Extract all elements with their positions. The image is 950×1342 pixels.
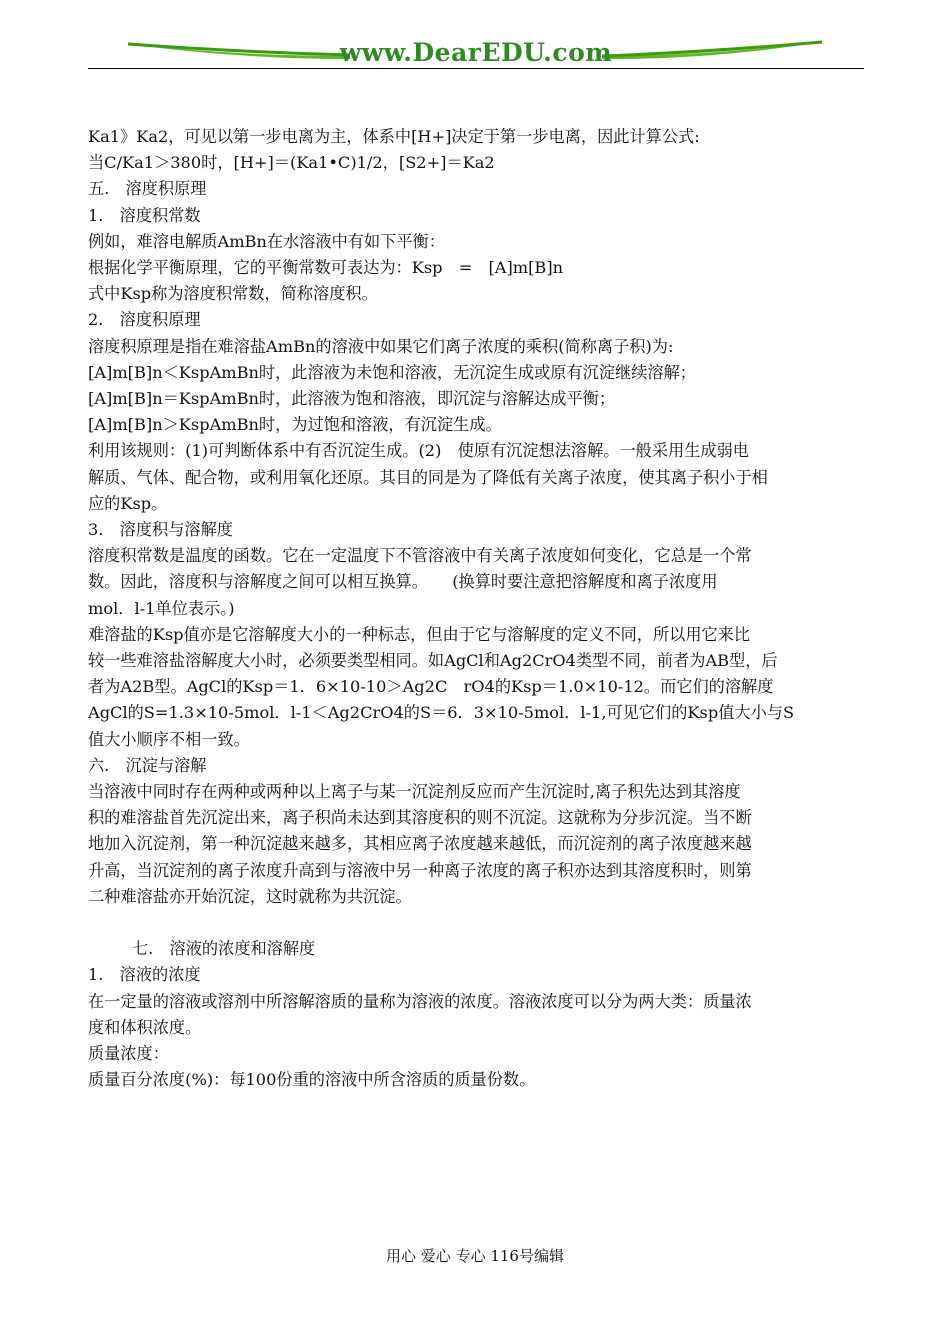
paragraph-line: 数。因此，溶度积与溶解度之间可以相互换算。 (换算时要注意把溶解度和离子浓度用 <box>88 572 718 592</box>
paragraph-line: 在一定量的溶液或溶剂中所溶解溶质的量称为溶液的浓度。溶液浓度可以分为两大类：质量浓 <box>88 991 752 1011</box>
paragraph-line: 当溶液中同时存在两种或两种以上离子与某一沉淀剂反应而产生沉淀时,离子积先达到其溶度 <box>88 782 741 802</box>
paragraph-line: 二种难溶盐亦开始沉淀，这时就称为共沉淀。 <box>88 886 412 906</box>
section-heading: 七. 溶液的浓度和溶解度 <box>132 939 316 959</box>
paragraph-line: [A]m[B]n＞KspAmBn时，为过饱和溶液，有沉淀生成。 <box>88 415 502 435</box>
paragraph-line: 例如，难溶电解质AmBn在水溶液中有如下平衡： <box>88 231 445 251</box>
paragraph-line: 难溶盐的Ksp值亦是它溶解度大小的一种标志，但由于它与溶解度的定义不同，所以用它来比 <box>88 624 751 644</box>
paragraph-line: 地加入沉淀剂，第一种沉淀越来越多，其相应离子浓度越来越低，而沉淀剂的离子浓度越来越 <box>88 834 752 854</box>
paragraph-line: 质量百分浓度(%)：每100份重的溶液中所含溶质的质量份数。 <box>88 1070 536 1090</box>
paragraph-line: 溶度积常数是温度的函数。它在一定温度下不管溶液中有关离子浓度如何变化，它总是一个常 <box>88 546 752 566</box>
subsection-heading: 1. 溶液的浓度 <box>88 965 201 985</box>
paragraph-line: 质量浓度： <box>88 1043 169 1063</box>
paragraph-line: 溶度积原理是指在难溶盐AmBn的溶液中如果它们离子浓度的乘积(简称离子积)为: <box>88 336 674 356</box>
page-footer: 用心 爱心 专心 116号编辑 <box>386 1247 564 1265</box>
paragraph-line: [A]m[B]n＝KspAmBn时，此溶液为饱和溶液，即沉淀与溶解达成平衡； <box>88 389 616 409</box>
paragraph-line: 当C/Ka1＞380时，[H+]＝(Ka1•C)1/2，[S2+]＝Ka2 <box>88 153 495 173</box>
paragraph-line: 式中Ksp称为溶度积常数，简称溶度积。 <box>88 284 378 304</box>
subsection-heading: 2. 溶度积原理 <box>88 310 201 330</box>
paragraph-line: 积的难溶盐首先沉淀出来，离子积尚未达到其溶度积的则不沉淀。这就称为分步沉淀。当不断 <box>88 808 752 828</box>
paragraph-line: 者为A2B型。AgCl的Ksp＝1．6×10-10＞Ag2C rO4的Ksp＝1.0×10-12。而它们的溶解度 <box>88 677 774 697</box>
paragraph-line: 应的Ksp。 <box>88 493 168 513</box>
paragraph-line: 升高，当沉淀剂的离子浓度升高到与溶液中另一种离子浓度的离子积亦达到其溶度积时，则第 <box>88 860 752 880</box>
subsection-heading: 3. 溶度积与溶解度 <box>88 520 233 540</box>
header-rule <box>88 68 864 69</box>
document-body <box>88 124 868 1093</box>
paragraph-line: [A]m[B]n＜KspAmBn时，此溶液为未饱和溶液，无沉淀生成或原有沉淀继续溶解； <box>88 362 696 382</box>
section-heading: 六. 沉淀与溶解 <box>88 755 207 775</box>
paragraph-line: mol．l-1单位表示。) <box>88 598 235 618</box>
paragraph-line: 根据化学平衡原理，它的平衡常数可表达为：Ksp = [A]m[B]n <box>88 258 564 278</box>
paragraph-line: 值大小顺序不相一致。 <box>88 729 250 749</box>
paragraph-line: 较一些难溶盐溶解度大小时，必须要类型相同。如AgCl和Ag2CrO4类型不同，前者为AB型，后 <box>88 651 778 671</box>
paragraph-line: Ka1》Ka2，可见以第一步电离为主，体系中[H+]决定于第一步电离，因此计算公式: <box>88 127 700 146</box>
blank-line <box>88 910 868 936</box>
paragraph-line: 度和体积浓度。 <box>88 1017 202 1037</box>
subsection-heading: 1. 溶度积常数 <box>88 205 201 225</box>
paragraph-line: AgCl的S=1.3×10-5mol．l-1＜Ag2CrO4的S＝6．3×10-5mol．l-1,可见它们的Ksp值大小与S <box>88 703 795 723</box>
site-logo: www.DearEDU.com <box>339 38 613 67</box>
paragraph-line: 利用该规则：(1)可判断体系中有否沉淀生成。(2) 使原有沉淀想法溶解。一般采用生成弱电 <box>88 441 749 461</box>
paragraph-line: 解质、气体、配合物，或利用氧化还原。其目的同是为了降低有关离子浓度，使其离子积小于相 <box>88 467 768 487</box>
section-heading: 五. 溶度积原理 <box>88 179 207 199</box>
